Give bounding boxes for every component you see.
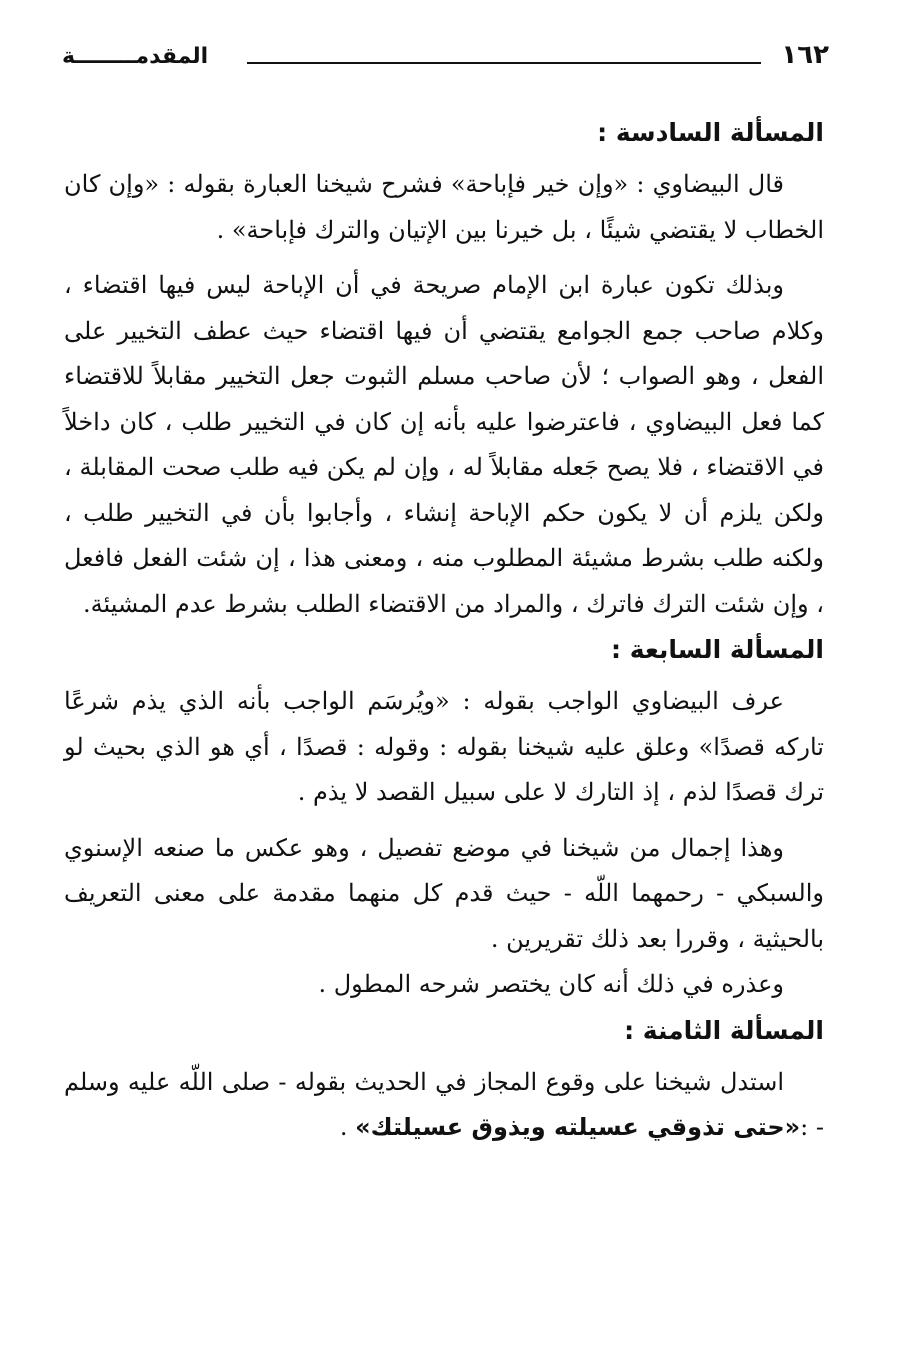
page-number: ١٦٢ bbox=[781, 40, 829, 70]
paragraph: وبذلك تكون عبارة ابن الإمام صريحة في أن الإباحة ليس فيها اقتضاء ، وكلام صاحب جمع الجوامع يقتضي أن فيها اقتضاء حيث عطف التخيير على الفعل ، وهو الصواب ؛ لأن صاحب مسلم الثبوت جعل التخيير مقابلاً للاقتضاء كما فعل البيضاوي ، فاعترضوا عليه بأنه إن كان في التخيير طلب ، كان داخلاً في الاقتضاء ، فلا يصح جَعله مقابلاً له ، وإن لم يكن فيه طلب صحت المقابلة ، ولكن يلزم أن لا يكون حكم الإباحة إنشاء ، وأجابوا بأن في التخيير طلب ، ولكنه طلب بشرط مشيئة المطلوب منه ، ومعنى هذا ، إن شئت الفعل فافعل ، وإن شئت الترك فاترك ، والمراد من الاقتضاء الطلب بشرط عدم المشيئة. bbox=[64, 271, 824, 618]
paragraph-end: . bbox=[339, 1113, 356, 1141]
paragraph: وعذره في ذلك أنه كان يختصر شرحه المطول . bbox=[318, 970, 784, 998]
paragraph-text: استدل شيخنا على وقوع المجاز في الحديث بقوله - صلى اللّه عليه وسلم - : bbox=[64, 1067, 824, 1141]
paragraph: وهذا إجمال من شيخنا في موضع تفصيل ، وهو عكس ما صنعه الإسنوي والسبكي - رحمهما اللّه - حيث قدم كل منهما مقدمة على معنى التعريف بالحيثية ، وقررا بعد ذلك تقريرين . bbox=[64, 833, 824, 953]
page-body bbox=[64, 110, 824, 1151]
hadith-quote: «حتى تذوقي عسيلته ويذوق عسيلتك» bbox=[355, 1113, 801, 1141]
paragraph bbox=[64, 1060, 824, 1151]
paragraph: عرف البيضاوي الواجب بقوله : «ويُرسَم الواجب بأنه الذي يذم شرعًا تاركه قصدًا» وعلق عليه شيخنا بقوله : وقوله : قصدًا ، أي هو الذي بحيث لو ترك قصدًا لذم ، إذ التارك لا على سبيل القصد لا يذم . bbox=[64, 687, 824, 806]
heading-issue-6: المسألة السادسة : bbox=[597, 118, 824, 147]
header-rule bbox=[247, 62, 761, 64]
paragraph: قال البيضاوي : «وإن خير فإباحة» فشرح شيخنا العبارة بقوله : «وإن كان الخطاب لا يقتضي شيئًا ، بل خيرنا بين الإتيان والترك فإباحة» . bbox=[64, 170, 824, 244]
running-section-title: المقدمــــــــة bbox=[62, 44, 209, 69]
heading-issue-8: المسألة الثامنة : bbox=[624, 1015, 824, 1045]
running-head bbox=[62, 38, 829, 78]
heading-issue-7: المسألة السابعة : bbox=[611, 635, 824, 664]
